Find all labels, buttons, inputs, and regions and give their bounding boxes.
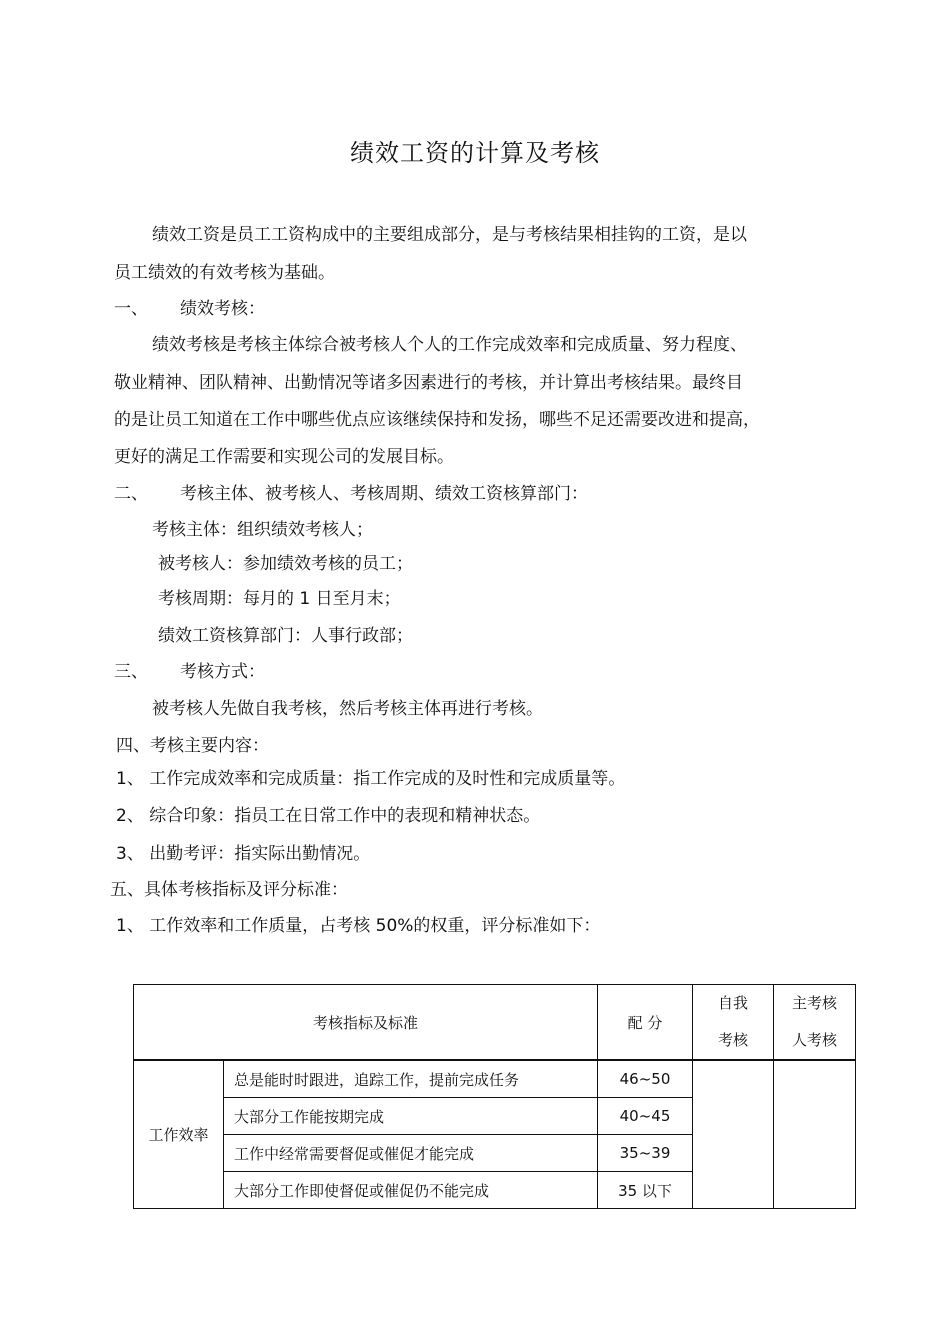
section-1-paragraph-line-4: 更好的满足工作需要和实现公司的发展目标。	[114, 447, 454, 467]
section-4-heading: 四、考核主要内容：	[116, 736, 269, 756]
header-main-line-2: 人考核	[792, 1031, 838, 1049]
section-5-heading: 五、具体考核指标及评分标准：	[110, 880, 348, 900]
header-score: 配 分	[598, 985, 693, 1061]
score-cell: 35 以下	[598, 1172, 693, 1209]
intro-line-2: 员工绩效的有效考核为基础。	[114, 263, 335, 283]
criteria-cell: 大部分工作即使督促或催促仍不能完成	[224, 1172, 598, 1209]
section-1-number: 一、	[114, 299, 148, 319]
header-main-assessor	[774, 985, 856, 1061]
scoring-table	[133, 984, 856, 1209]
section-2-heading: 考核主体、被考核人、考核周期、绩效工资核算部门：	[180, 484, 588, 504]
section-4-item-1: 1、 工作完成效率和完成质量：指工作完成的及时性和完成质量等。	[116, 769, 626, 789]
score-cell: 35~39	[598, 1135, 693, 1172]
table-row	[134, 1060, 856, 1098]
table-header-row	[134, 985, 856, 1061]
section-3-heading: 考核方式：	[180, 662, 265, 682]
score-cell: 40~45	[598, 1098, 693, 1135]
category-cell: 工作效率	[134, 1060, 224, 1209]
section-2-item-cycle: 考核周期：每月的 1 日至月末；	[158, 589, 401, 609]
intro-line-1: 绩效工资是员工工资构成中的主要组成部分，是与考核结果相挂钩的工资，是以	[152, 225, 747, 245]
criteria-cell: 总是能时时跟进，追踪工作，提前完成任务	[224, 1060, 598, 1098]
header-self-assessment	[693, 985, 774, 1061]
main-assessor-cell[interactable]	[774, 1060, 856, 1209]
section-3-paragraph: 被考核人先做自我考核，然后考核主体再进行考核。	[152, 699, 543, 719]
header-self-line-2: 考核	[718, 1031, 749, 1049]
document-title: 绩效工资的计算及考核	[350, 139, 600, 167]
header-main-line-1: 主考核	[792, 994, 838, 1012]
section-1-paragraph-line-3: 的是让员工知道在工作中哪些优点应该继续保持和发扬，哪些不足还需要改进和提高，	[114, 410, 760, 430]
self-assessment-cell[interactable]	[693, 1060, 774, 1209]
criteria-cell: 工作中经常需要督促或催促才能完成	[224, 1135, 598, 1172]
section-2-number: 二、	[114, 484, 148, 504]
criteria-cell: 大部分工作能按期完成	[224, 1098, 598, 1135]
section-1-paragraph-line-2: 敬业精神、团队精神、出勤情况等诸多因素进行的考核，并计算出考核结果。最终目	[114, 373, 743, 393]
score-cell: 46~50	[598, 1060, 693, 1098]
section-3-number: 三、	[114, 662, 148, 682]
section-1-paragraph-line-1: 绩效考核是考核主体综合被考核人个人的工作完成效率和完成质量、努力程度、	[152, 335, 747, 355]
header-criteria: 考核指标及标准	[134, 985, 598, 1061]
section-4-item-3: 3、 出勤考评：指实际出勤情况。	[116, 844, 371, 864]
section-2-item-assessee: 被考核人：参加绩效考核的员工；	[158, 554, 413, 574]
section-2-item-department: 绩效工资核算部门：人事行政部；	[158, 626, 413, 646]
section-5-item-1: 1、 工作效率和工作质量，占考核 50%的权重，评分标准如下：	[116, 916, 601, 936]
section-4-item-2: 2、 综合印象：指员工在日常工作中的表现和精神状态。	[116, 806, 541, 826]
header-self-line-1: 自我	[718, 994, 749, 1012]
section-2-item-subject: 考核主体：组织绩效考核人；	[152, 520, 373, 540]
section-1-heading: 绩效考核：	[180, 299, 265, 319]
